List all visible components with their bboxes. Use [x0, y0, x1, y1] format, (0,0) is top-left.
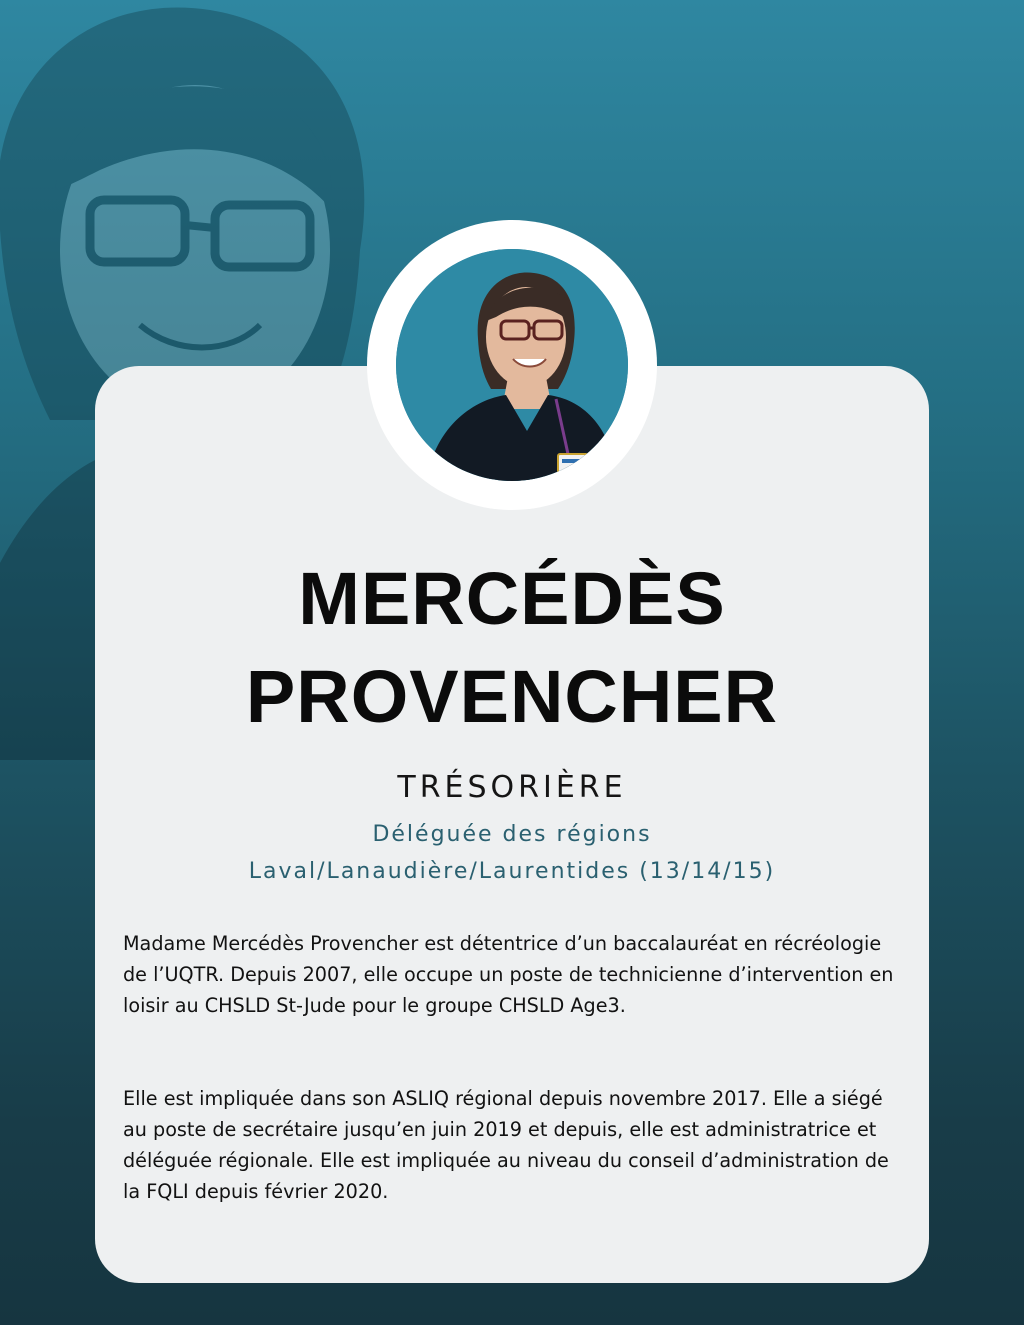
- bio-paragraph-2: Elle est impliquée dans son ASLIQ régional depuis novembre 2017. Elle a siégé au poste de secrétaire jusqu’en juin 2019 et depuis, elle est administratrice et déléguée régionale. Elle est impliquée au niveau du conseil d’administration de la FQLI depuis février 2020.: [123, 1087, 889, 1203]
- region-names: Laval/Lanaudière/Laurentides (13/14/15): [248, 859, 776, 884]
- person-name-line-1: MERCÉDÈS: [298, 557, 726, 640]
- person-name-line-2: PROVENCHER: [245, 655, 779, 738]
- avatar-ring: [367, 220, 657, 510]
- region-label: Déléguée des régions: [372, 822, 652, 847]
- portrait-photo: [396, 249, 628, 481]
- bio-paragraph-1: Madame Mercédès Provencher est détentrice d’un baccalauréat en récréologie de l’UQTR. Depuis 2007, elle occupe un poste de technicienne d’intervention en loisir au CHSLD St-Jude pour le groupe CHSLD Age3.: [123, 932, 894, 1017]
- role-title: TRÉSORIÈRE: [397, 770, 627, 805]
- avatar: [396, 249, 628, 481]
